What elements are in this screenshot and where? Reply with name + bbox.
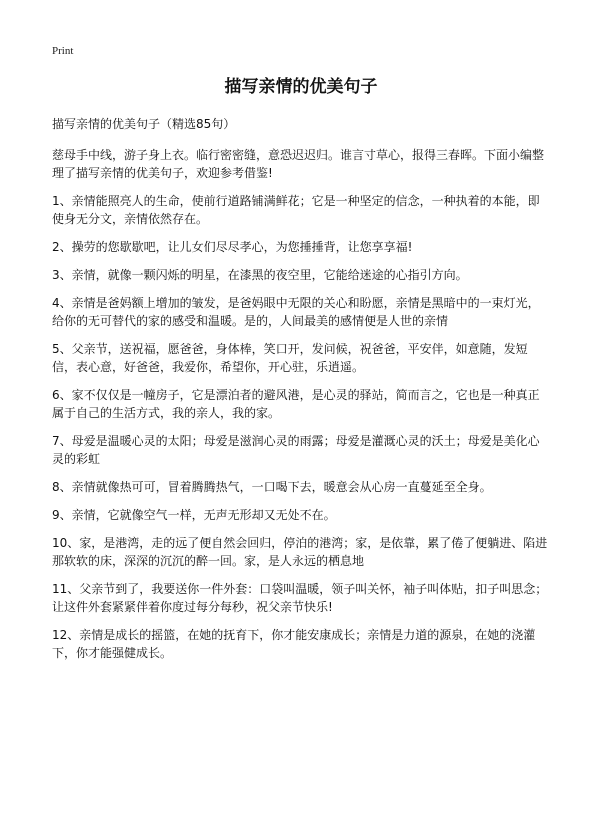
list-item: 7、母爱是温暖心灵的太阳；母爱是滋润心灵的雨露；母爱是灌溉心灵的沃土；母爱是美化心灵的彩虹: [52, 434, 540, 466]
list-item: 12、亲情是成长的摇篮，在她的抚育下，你才能安康成长；亲情是力道的源泉，在她的浇灌下，你才能强健成长。: [52, 628, 536, 660]
list-item: 2、操劳的您歇歇吧，让儿女们尽尽孝心，为您捶捶背，让您享享福!: [52, 240, 413, 254]
list-item: 11、父亲节到了，我要送你一件外套：口袋叫温暖，领子叫关怀，袖子叫体贴，扣子叫思念；让这件外套紧紧伴着你度过每分每秒，祝父亲节快乐!: [52, 582, 548, 614]
list-item: 3、亲情，就像一颗闪烁的明星，在漆黑的夜空里，它能给迷途的心指引方向。: [52, 268, 468, 282]
list-item: 4、亲情是爸妈额上增加的皱发，是爸妈眼中无限的关心和盼愿，亲情是黑暗中的一束灯光，给你的无可替代的家的感受和温暖。是的，人间最美的感情便是人世的亲情: [52, 296, 540, 328]
page-title: 描写亲情的优美句子: [224, 77, 378, 97]
list-item: 8、亲情就像热可可，冒着腾腾热气，一口喝下去，暖意会从心房一直蔓延至全身。: [52, 480, 492, 494]
list-item: 1、亲情能照亮人的生命，使前行道路铺满鲜花；它是一种坚定的信念，一种执着的本能，即使身无分文，亲情依然存在。: [52, 194, 540, 226]
list-item: 5、父亲节，送祝福，愿爸爸，身体棒，笑口开，发问候，祝爸爸，平安伴，如意随，发短信，表心意，好爸爸，我爱你，希望你，开心驻，乐逍遥。: [52, 342, 528, 374]
list-item: 6、家不仅仅是一幢房子，它是漂泊者的避风港，是心灵的驿站，简而言之，它也是一种真正属于自己的生活方式，我的亲人，我的家。: [52, 388, 540, 420]
article-subtitle: 描写亲情的优美句子（精选85句）: [52, 117, 236, 131]
list-item: 9、亲情，它就像空气一样，无声无形却又无处不在。: [52, 508, 336, 522]
intro-paragraph: 慈母手中线，游子身上衣。临行密密缝，意恐迟迟归。谁言寸草心，报得三春晖。下面小编整理了描写亲情的优美句子，欢迎参考借鉴!: [52, 148, 545, 180]
list-item: 10、家，是港湾，走的远了便自然会回归，停泊的港湾；家，是依靠，累了倦了便躺进、陷进那软软的床，深深的沉沉的醉一回。家，是人永远的栖息地: [52, 536, 548, 568]
print-link[interactable]: Print: [52, 45, 74, 57]
